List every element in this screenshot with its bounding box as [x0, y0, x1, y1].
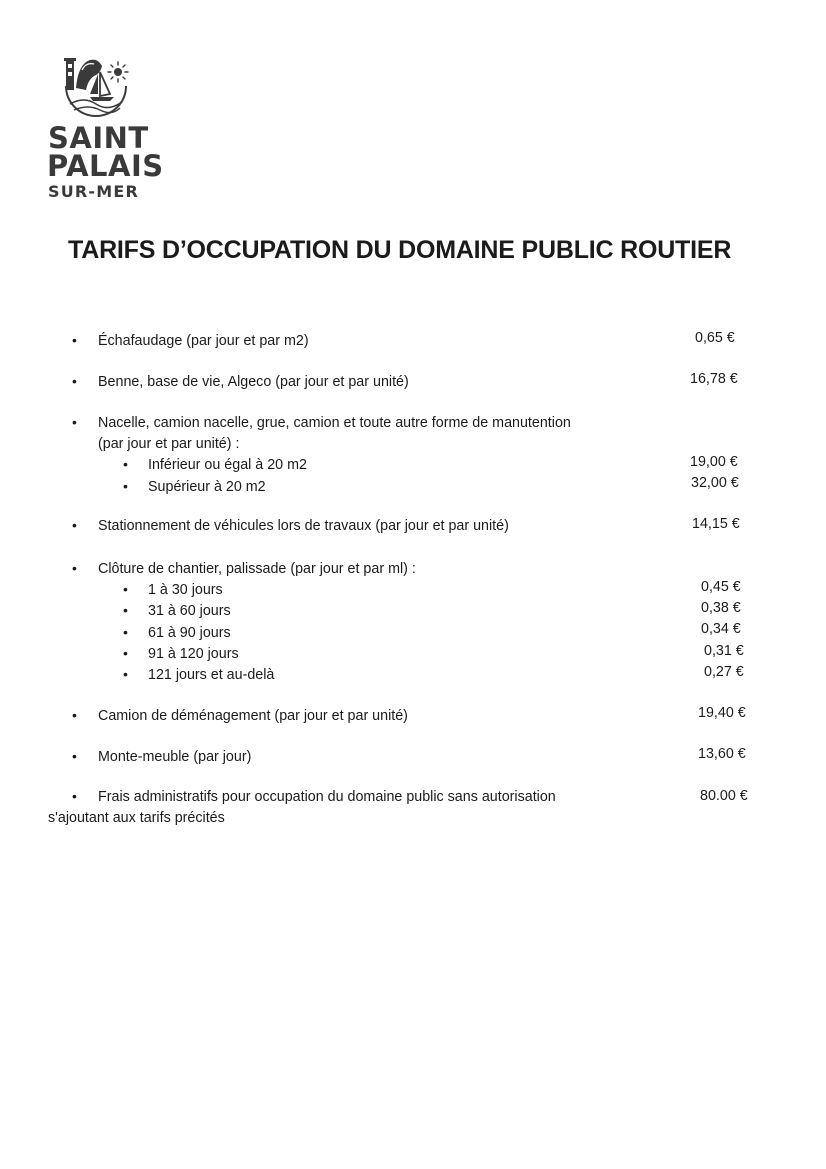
list-item-price: 13,60 €	[698, 746, 746, 762]
sub-item-label: • Inférieur ou égal à 20 m2	[148, 457, 307, 473]
sub-item-price: 32,00 €	[691, 475, 739, 491]
sub-item-price: 0,34 €	[701, 621, 741, 637]
list-item-price: 14,15 €	[692, 516, 740, 532]
sub-item-label: • 91 à 120 jours	[148, 646, 239, 662]
list-item-label: • Monte-meuble (par jour)	[98, 749, 251, 765]
page-title: TARIFS D’OCCUPATION DU DOMAINE PUBLIC ROUTIER	[68, 236, 732, 264]
list-item-price: 19,40 €	[698, 705, 746, 721]
list-item-label: • Camion de déménagement (par jour et par unité)	[98, 708, 408, 724]
list-item-label: • Frais administratifs pour occupation du domaine public sans autorisation	[98, 789, 556, 805]
list-item-price: 0,65 €	[695, 330, 735, 346]
list-item-label: • Clôture de chantier, palissade (par jour et par ml) :	[98, 561, 416, 577]
sub-item-label: • 121 jours et au-delà	[148, 667, 274, 683]
list-item-label: • Benne, base de vie, Algeco (par jour et par unité)	[98, 374, 409, 390]
list-item-label: • Stationnement de véhicules lors de travaux (par jour et par unité)	[98, 518, 509, 534]
sub-item-label: • 61 à 90 jours	[148, 625, 231, 641]
sub-item-label: • 1 à 30 jours	[148, 582, 223, 598]
sub-item-price: 0,27 €	[704, 664, 744, 680]
logo-line-2: PALAIS	[47, 149, 164, 183]
sub-item-label: • Supérieur à 20 m2	[148, 479, 266, 495]
list-item-label-continued: s'ajoutant aux tarifs précités	[48, 810, 225, 826]
sub-item-price: 0,45 €	[701, 579, 741, 595]
list-item-price: 80.00 €	[700, 788, 748, 804]
list-item-label: • Échafaudage (par jour et par m2)	[98, 333, 309, 349]
list-item-label-continued: (par jour et par unité) :	[98, 436, 240, 452]
sub-item-price: 19,00 €	[690, 454, 738, 470]
logo-line-1: SAINT	[48, 121, 149, 155]
sub-item-label: • 31 à 60 jours	[148, 603, 231, 619]
sub-item-price: 0,31 €	[704, 643, 744, 659]
sub-item-price: 0,38 €	[701, 600, 741, 616]
list-item-price: 16,78 €	[690, 371, 738, 387]
list-item-label: • Nacelle, camion nacelle, grue, camion et toute autre forme de manutention	[98, 415, 571, 431]
logo-line-3: SUR-MER	[48, 182, 140, 201]
